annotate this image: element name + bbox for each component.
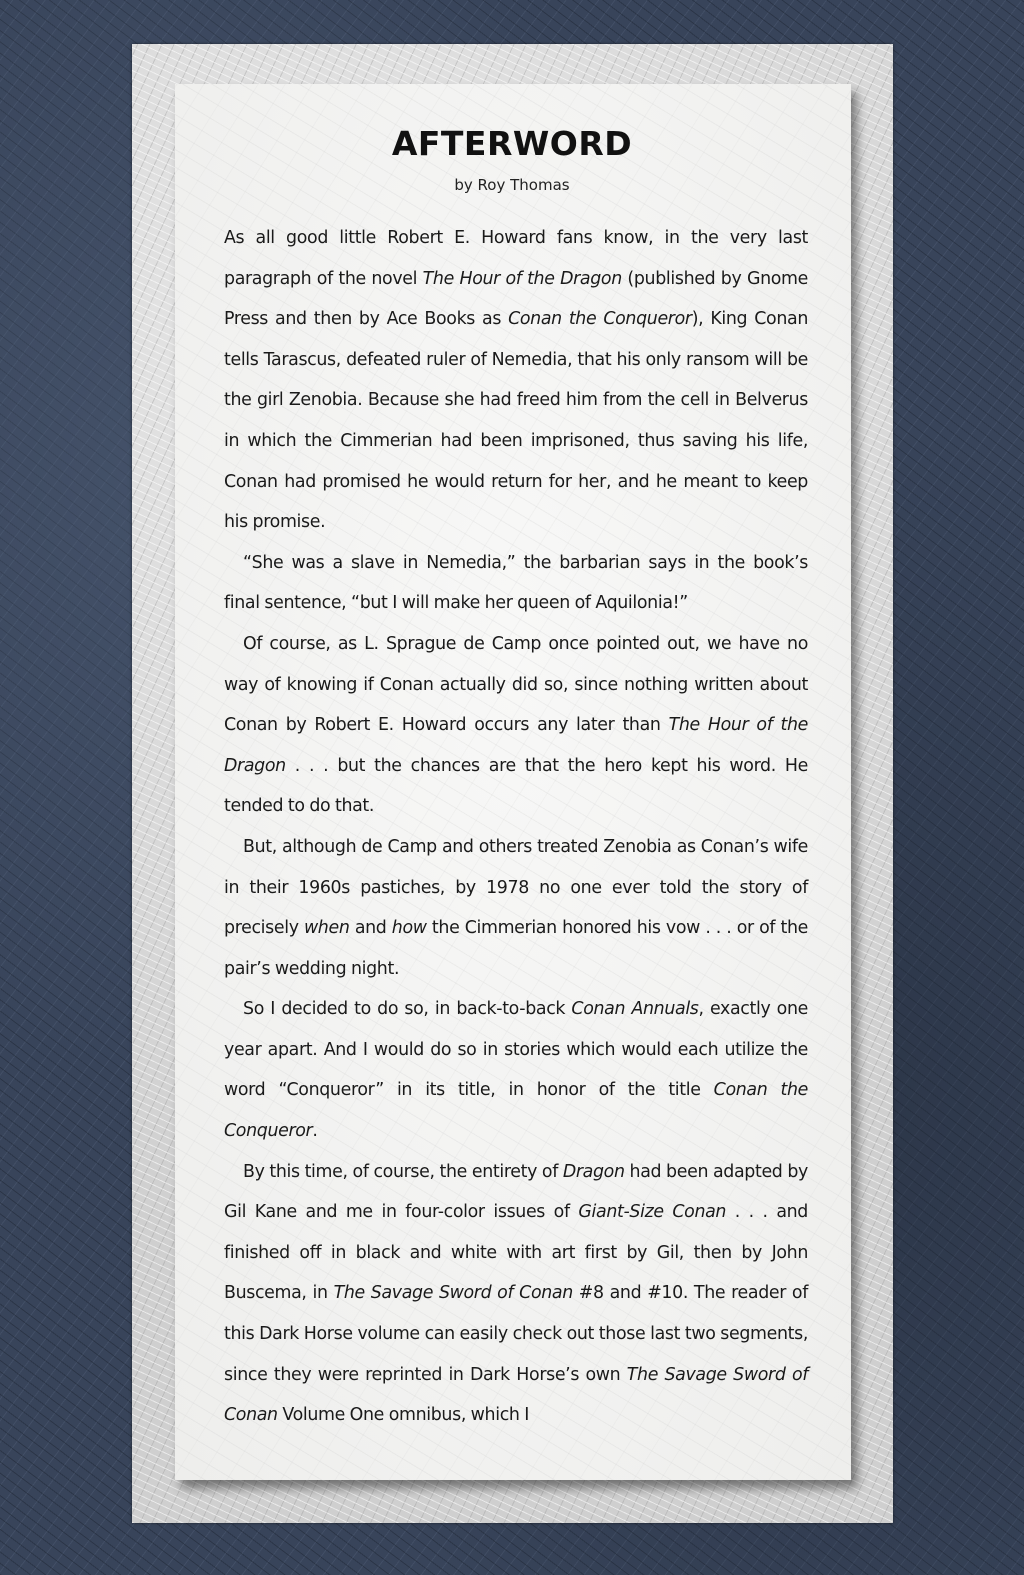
- byline: by Roy Thomas: [454, 176, 570, 194]
- text-run: Of course, as L. Sprague de Camp once pointed out, we have no way of knowing if Conan actually did so, since nothing written about Conan by Robert E. Howard occurs any later than: [224, 633, 808, 736]
- paragraph: [224, 624, 808, 827]
- text-run: . . . and finished off in black and white with art first by Gil, then by John Buscema, in: [224, 1202, 808, 1304]
- text-run: Volume One omnibus, which I: [277, 1405, 530, 1426]
- italic-text: Dragon: [562, 1161, 625, 1182]
- italic-text: Conan the Conqueror: [224, 1080, 808, 1142]
- text-run: .: [312, 1121, 318, 1142]
- text-run: But, although de Camp and others treated Zenobia as Conan’s wife in their 1960s pastiches, by 1978 no one ever told the story of precisely: [224, 836, 808, 939]
- text-run: As all good little Robert E. Howard fans know, in the very last paragraph of the novel: [224, 228, 808, 289]
- text-run: By this time, of course, the entirety of: [243, 1161, 563, 1182]
- italic-text: Conan Annuals: [571, 999, 699, 1020]
- paragraph: [224, 989, 808, 1151]
- italic-text: when: [303, 918, 350, 939]
- text-run: the Cimmerian honored his vow . . . or of the pair’s wedding night.: [224, 918, 808, 979]
- text-run: and: [349, 918, 392, 939]
- italic-text: Giant-Size Conan: [578, 1202, 727, 1223]
- italic-text: The Savage Sword of Conan: [333, 1283, 573, 1304]
- italic-text: Conan the Conqueror: [508, 309, 692, 330]
- paragraph: [224, 543, 808, 624]
- italic-text: The Savage Sword of Conan: [224, 1364, 809, 1426]
- text-run: So I decided to do so, in back-to-back: [243, 999, 572, 1020]
- paragraph: [224, 827, 808, 989]
- page-title: AFTERWORD: [391, 124, 633, 163]
- italic-text: The Hour of the Dragon: [224, 715, 808, 776]
- text-run: , exactly one year apart. And I would do so in stories which would each utilize the word “Conqueror” in its title, in honor of the title: [224, 999, 808, 1101]
- paragraph: [224, 1152, 808, 1436]
- paragraph: [224, 218, 808, 543]
- text-run: . . . but the chances are that the hero kept his word. He tended to do that.: [224, 755, 808, 817]
- text-run: had been adapted by Gil Kane and me in four-color issues of: [224, 1161, 808, 1223]
- text-run: (published by Gnome Press and then by Ace Books as: [224, 268, 808, 330]
- afterword-body: [224, 218, 808, 1436]
- italic-text: how: [391, 918, 427, 939]
- text-run: ), King Conan tells Tarascus, defeated ruler of Nemedia, that his only ransom will be the girl Zenobia. Because she had freed him from the cell in Belverus in which the Cimmerian had been imprisoned, thus saving his life, Conan had promised he would return for her, and he meant to keep his promise.: [224, 309, 808, 533]
- italic-text: The Hour of the Dragon: [422, 268, 622, 289]
- text-run: “She was a slave in Nemedia,” the barbarian says in the book’s final sentence, “but I will make her queen of Aquilonia!”: [224, 552, 808, 614]
- text-run: #8 and #10. The reader of this Dark Horse volume can easily check out those last two segments, since they were reprinted in Dark Horse’s own: [224, 1283, 808, 1385]
